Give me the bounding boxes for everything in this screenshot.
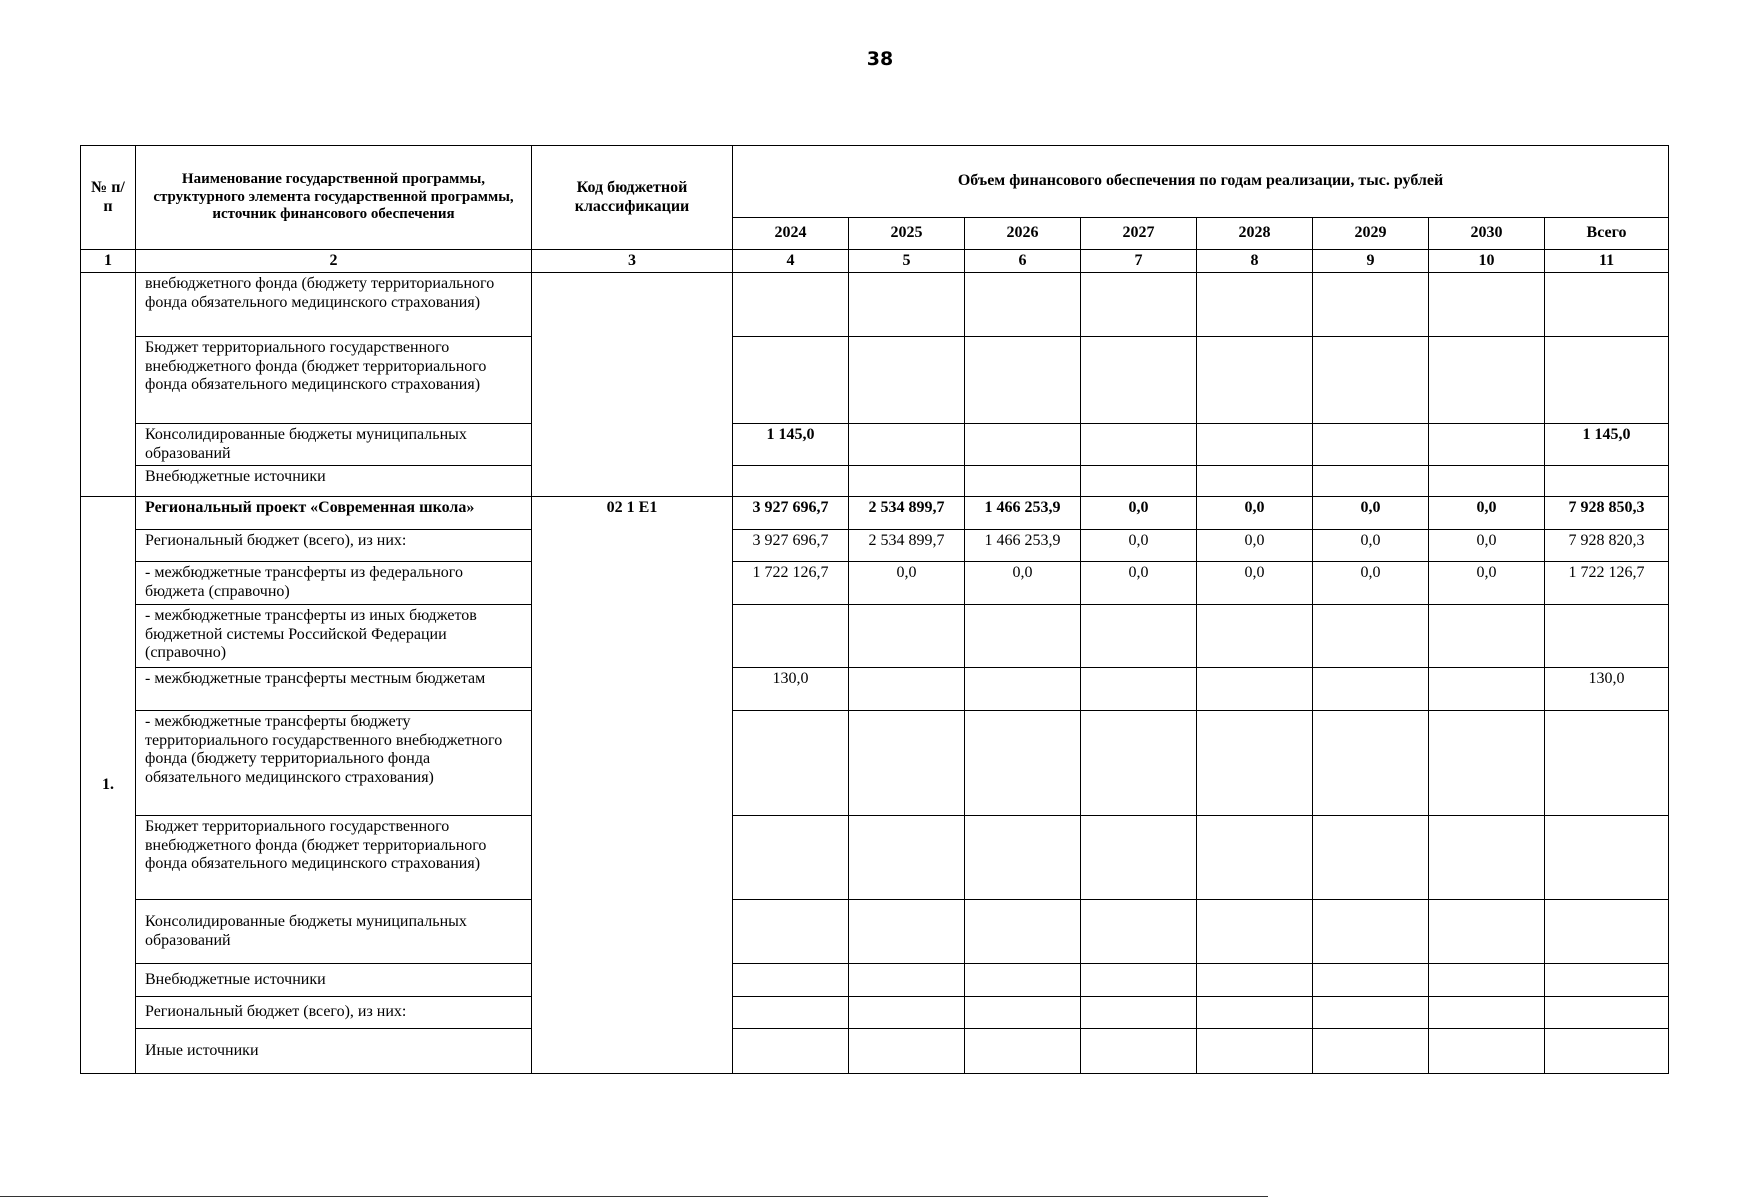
- table-row: [81, 466, 1669, 497]
- value-cell: [1197, 997, 1313, 1029]
- value-cell: [849, 900, 965, 964]
- row-name: - межбюджетные трансферты из иных бюджетов бюджетной системы Российской Федерации (справочно): [136, 605, 532, 668]
- value-cell: [849, 466, 965, 497]
- value-cell: [1429, 668, 1545, 711]
- value-cell: 1 145,0: [1545, 424, 1669, 466]
- value-cell: 130,0: [1545, 668, 1669, 711]
- table-row: [81, 816, 1669, 900]
- value-cell: [733, 900, 849, 964]
- value-cell: [849, 964, 965, 997]
- column-number: 1: [81, 250, 136, 273]
- value-cell: [1429, 711, 1545, 816]
- value-cell: 7 928 820,3: [1545, 530, 1669, 562]
- row-name: Региональный бюджет (всего), из них:: [136, 997, 532, 1029]
- row-name: внебюджетного фонда (бюджету территориального фонда обязательного медицинского страхования): [136, 273, 532, 337]
- value-cell: 1 466 253,9: [965, 497, 1081, 530]
- value-cell: [1429, 605, 1545, 668]
- value-cell: [1429, 900, 1545, 964]
- value-cell: [849, 1029, 965, 1074]
- value-cell: 0,0: [1429, 562, 1545, 605]
- value-cell: [1545, 273, 1669, 337]
- table-row: [81, 562, 1669, 605]
- value-cell: [1313, 1029, 1429, 1074]
- value-cell: [1429, 466, 1545, 497]
- header-year: 2025: [849, 218, 965, 250]
- table-row: [81, 424, 1669, 466]
- column-number: 2: [136, 250, 532, 273]
- value-cell: [1197, 711, 1313, 816]
- value-cell: [1313, 424, 1429, 466]
- value-cell: [965, 337, 1081, 424]
- value-cell: [1081, 337, 1197, 424]
- value-cell: [1197, 337, 1313, 424]
- value-cell: [965, 273, 1081, 337]
- value-cell: 0,0: [1313, 497, 1429, 530]
- table-row: [81, 997, 1669, 1029]
- value-cell: [1429, 273, 1545, 337]
- value-cell: [1081, 964, 1197, 997]
- value-cell: [1313, 273, 1429, 337]
- value-cell: [849, 424, 965, 466]
- value-cell: [965, 900, 1081, 964]
- row-name: Бюджет территориального государственного внебюджетного фонда (бюджет территориального фонда обязательного медицинского страхования): [136, 816, 532, 900]
- value-cell: [1429, 424, 1545, 466]
- value-cell: [1545, 1029, 1669, 1074]
- value-cell: [1081, 900, 1197, 964]
- header-year: 2026: [965, 218, 1081, 250]
- value-cell: 1 722 126,7: [733, 562, 849, 605]
- financing-table: [80, 145, 1669, 1074]
- table-row: [81, 605, 1669, 668]
- value-cell: [1545, 997, 1669, 1029]
- value-cell: [849, 605, 965, 668]
- column-number: 6: [965, 250, 1081, 273]
- value-cell: [733, 964, 849, 997]
- value-cell: 1 722 126,7: [1545, 562, 1669, 605]
- value-cell: [733, 466, 849, 497]
- value-cell: 0,0: [1197, 497, 1313, 530]
- value-cell: [1197, 1029, 1313, 1074]
- value-cell: [1429, 1029, 1545, 1074]
- value-cell: [849, 273, 965, 337]
- value-cell: 2 534 899,7: [849, 530, 965, 562]
- value-cell: [849, 337, 965, 424]
- value-cell: 0,0: [1313, 562, 1429, 605]
- code-cell: 02 1 Е1: [532, 497, 733, 1074]
- header-year: 2024: [733, 218, 849, 250]
- value-cell: [1429, 337, 1545, 424]
- row-name: Региональный бюджет (всего), из них:: [136, 530, 532, 562]
- table-row: [81, 900, 1669, 964]
- value-cell: [1197, 964, 1313, 997]
- value-cell: [733, 711, 849, 816]
- header-year: 2030: [1429, 218, 1545, 250]
- code-cell: [532, 273, 733, 497]
- header-code: Код бюджетной классификации: [532, 146, 733, 250]
- value-cell: [1545, 711, 1669, 816]
- value-cell: [965, 711, 1081, 816]
- value-cell: 0,0: [1429, 530, 1545, 562]
- value-cell: [1081, 605, 1197, 668]
- value-cell: [965, 668, 1081, 711]
- column-number: 10: [1429, 250, 1545, 273]
- value-cell: [849, 711, 965, 816]
- column-number: 5: [849, 250, 965, 273]
- value-cell: 1 466 253,9: [965, 530, 1081, 562]
- table-row: [81, 668, 1669, 711]
- value-cell: [965, 997, 1081, 1029]
- column-numbers-row: [81, 250, 1669, 273]
- value-cell: [1197, 816, 1313, 900]
- value-cell: [1081, 273, 1197, 337]
- value-cell: [1313, 997, 1429, 1029]
- value-cell: [1313, 668, 1429, 711]
- value-cell: 0,0: [1313, 530, 1429, 562]
- value-cell: [733, 997, 849, 1029]
- value-cell: [965, 424, 1081, 466]
- row-name: Бюджет территориального государственного внебюджетного фонда (бюджет территориального фонда обязательного медицинского страхования): [136, 337, 532, 424]
- value-cell: 3 927 696,7: [733, 497, 849, 530]
- value-cell: [1081, 1029, 1197, 1074]
- value-cell: 0,0: [965, 562, 1081, 605]
- value-cell: [1197, 668, 1313, 711]
- value-cell: [1545, 900, 1669, 964]
- value-cell: [733, 273, 849, 337]
- table-row: [81, 1029, 1669, 1074]
- row-name: Региональный проект «Современная школа»: [136, 497, 532, 530]
- row-number-cell: 1.: [81, 497, 136, 1074]
- row-name: Консолидированные бюджеты муниципальных образований: [136, 900, 532, 964]
- page-number: 38: [866, 48, 894, 70]
- value-cell: 1 145,0: [733, 424, 849, 466]
- row-name: Внебюджетные источники: [136, 964, 532, 997]
- value-cell: 3 927 696,7: [733, 530, 849, 562]
- row-name: - межбюджетные трансферты бюджету территориального государственного внебюджетного фонда (бюджету территориального фонда обязательного медицинского страхования): [136, 711, 532, 816]
- column-number: 7: [1081, 250, 1197, 273]
- value-cell: [1429, 997, 1545, 1029]
- value-cell: [733, 605, 849, 668]
- value-cell: [965, 605, 1081, 668]
- row-name: Внебюджетные источники: [136, 466, 532, 497]
- value-cell: [1429, 964, 1545, 997]
- value-cell: [1313, 964, 1429, 997]
- value-cell: [1545, 964, 1669, 997]
- value-cell: [1197, 273, 1313, 337]
- value-cell: [1081, 466, 1197, 497]
- column-number: 8: [1197, 250, 1313, 273]
- value-cell: [965, 816, 1081, 900]
- header-year: 2028: [1197, 218, 1313, 250]
- value-cell: [1313, 466, 1429, 497]
- header-total: Всего: [1545, 218, 1669, 250]
- value-cell: [1429, 816, 1545, 900]
- value-cell: [1197, 900, 1313, 964]
- value-cell: [1081, 668, 1197, 711]
- table-row: [81, 711, 1669, 816]
- value-cell: 0,0: [1081, 530, 1197, 562]
- value-cell: [1197, 466, 1313, 497]
- value-cell: [1197, 424, 1313, 466]
- value-cell: [965, 466, 1081, 497]
- value-cell: [733, 1029, 849, 1074]
- value-cell: [1313, 816, 1429, 900]
- row-name: - межбюджетные трансферты местным бюджетам: [136, 668, 532, 711]
- value-cell: [1545, 466, 1669, 497]
- table-row: [81, 273, 1669, 337]
- value-cell: 130,0: [733, 668, 849, 711]
- column-number: 4: [733, 250, 849, 273]
- row-name: - межбюджетные трансферты из федерального бюджета (справочно): [136, 562, 532, 605]
- value-cell: [1313, 337, 1429, 424]
- header-year: 2027: [1081, 218, 1197, 250]
- table-row: [81, 337, 1669, 424]
- value-cell: [1545, 816, 1669, 900]
- row-name: Консолидированные бюджеты муниципальных образований: [136, 424, 532, 466]
- value-cell: [1313, 605, 1429, 668]
- column-number: 9: [1313, 250, 1429, 273]
- table-row: [81, 530, 1669, 562]
- header-year: 2029: [1313, 218, 1429, 250]
- value-cell: [1197, 605, 1313, 668]
- value-cell: [1313, 711, 1429, 816]
- table-row: [81, 497, 1669, 530]
- row-number-cell: [81, 273, 136, 497]
- value-cell: [965, 1029, 1081, 1074]
- value-cell: [1081, 816, 1197, 900]
- value-cell: [1081, 711, 1197, 816]
- header-row-number: № п/п: [81, 146, 136, 250]
- value-cell: [1545, 605, 1669, 668]
- value-cell: 0,0: [1197, 562, 1313, 605]
- header-name: Наименование государственной программы, структурного элемента государственной программы, источник финансового обеспечения: [136, 146, 532, 250]
- value-cell: 7 928 850,3: [1545, 497, 1669, 530]
- value-cell: 0,0: [849, 562, 965, 605]
- row-name: Иные источники: [136, 1029, 532, 1074]
- value-cell: 0,0: [1081, 497, 1197, 530]
- value-cell: [849, 816, 965, 900]
- table-row: [81, 964, 1669, 997]
- bottom-rule-divider: [0, 1196, 1268, 1197]
- value-cell: 0,0: [1197, 530, 1313, 562]
- value-cell: [733, 816, 849, 900]
- column-number: 3: [532, 250, 733, 273]
- header-volume: Объем финансового обеспечения по годам реализации, тыс. рублей: [733, 146, 1669, 218]
- value-cell: [1313, 900, 1429, 964]
- value-cell: [1545, 337, 1669, 424]
- value-cell: 0,0: [1081, 562, 1197, 605]
- value-cell: 0,0: [1429, 497, 1545, 530]
- value-cell: [965, 964, 1081, 997]
- value-cell: [849, 668, 965, 711]
- value-cell: [1081, 424, 1197, 466]
- column-number: 11: [1545, 250, 1669, 273]
- value-cell: [733, 337, 849, 424]
- value-cell: [849, 997, 965, 1029]
- value-cell: 2 534 899,7: [849, 497, 965, 530]
- value-cell: [1081, 997, 1197, 1029]
